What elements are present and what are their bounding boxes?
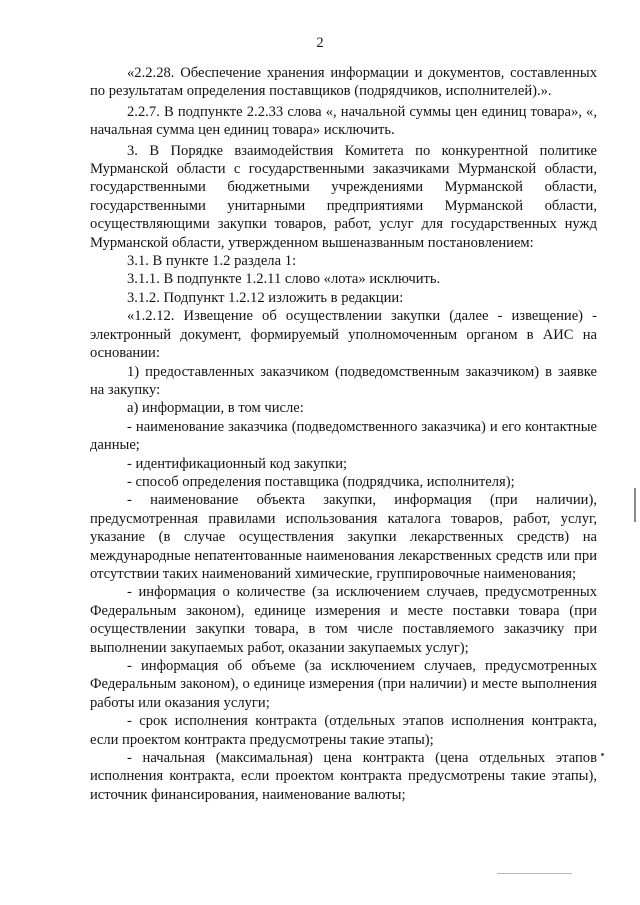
paragraph-2-2-7: 2.2.7. В подпункте 2.2.33 слова «, начальной суммы цен единиц товара», «, начальная сумма цен единиц товара» исключить. bbox=[90, 103, 597, 139]
list-item-contract-price: - начальная (максимальная) цена контракта (цена отдельных этапов исполнения контракта, если проектом контракта предусмотрены такие этапы), источник финансирования, наименование валюты; bbox=[90, 750, 597, 803]
list-item-supplier-method: - способ определения поставщика (подрядчика, исполнителя); bbox=[127, 473, 515, 490]
paragraph-2-2-28: «2.2.28. Обеспечение хранения информации и документов, составленных по результатам определения поставщиков (подрядчиков, исполнителей).». bbox=[90, 65, 597, 100]
paragraph-3-1-1: 3.1.1. В подпункте 1.2.11 слово «лота» исключить. bbox=[127, 271, 441, 288]
list-item-purchase-code: - идентификационный код закупки; bbox=[127, 455, 348, 472]
list-item-volume: - информация об объеме (за исключением случаев, предусмотренных Федеральным законом), о единице измерения (при наличии) и месте выполнения работы или оказания услуги; bbox=[90, 658, 597, 711]
list-item-customer-name: - наименование заказчика (подведомственного заказчика) и его контактные данные; bbox=[90, 418, 597, 454]
list-item-quantity: - информация о количестве (за исключением случаев, предусмотренных Федеральным законом), единице измерения и месте поставки товара (при осуществлении закупки товара, в том числе поставляемого заказчику при выполнении закупаемых работ, оказании закупаемых услуг); bbox=[90, 584, 597, 656]
paragraph-3-1: 3.1. В пункте 1.2 раздела 1: bbox=[127, 253, 297, 270]
scan-edge-mark bbox=[634, 488, 636, 522]
scan-speck bbox=[601, 753, 604, 756]
scan-footer-mark bbox=[497, 873, 572, 874]
page-number: 2 bbox=[316, 35, 324, 51]
list-item-contract-term: - срок исполнения контракта (отдельных этапов исполнения контракта, если проектом контракта предусмотрены такие этапы); bbox=[90, 713, 597, 748]
paragraph-3-1-2: 3.1.2. Подпункт 1.2.12 изложить в редакции: bbox=[127, 289, 404, 306]
list-item-purchase-object: - наименование объекта закупки, информация (при наличии), предусмотренная правилами использования каталога товаров, работ, услуг, указание (в случае осуществления закупки лекарственных средств) на международные непатентованные наименования лекарственных средств или при отсутствии таких наименований химические, группировочные наименования; bbox=[90, 492, 597, 582]
paragraph-3: 3. В Порядке взаимодействия Комитета по конкурентной политике Мурманской области с государственными заказчиками Мурманской области, государственными бюджетными учреждениями Мурманской области, государственными унитарными предприятиями Мурманской области, осуществляющими закупки товаров, работ, услуг для государственных нужд Мурманской области, утвержденном вышеназванным постановлением: bbox=[90, 142, 597, 251]
paragraph-1-2-12: «1.2.12. Извещение об осуществлении закупки (далее - извещение) - электронный документ, формируемый уполномоченным органом в АИС на основании: bbox=[90, 308, 597, 362]
document-body bbox=[90, 64, 597, 804]
paragraph-item-a: а) информации, в том числе: bbox=[127, 400, 304, 417]
paragraph-item-1: 1) предоставленных заказчиком (подведомственным заказчиком) в заявке на закупку: bbox=[90, 363, 597, 398]
